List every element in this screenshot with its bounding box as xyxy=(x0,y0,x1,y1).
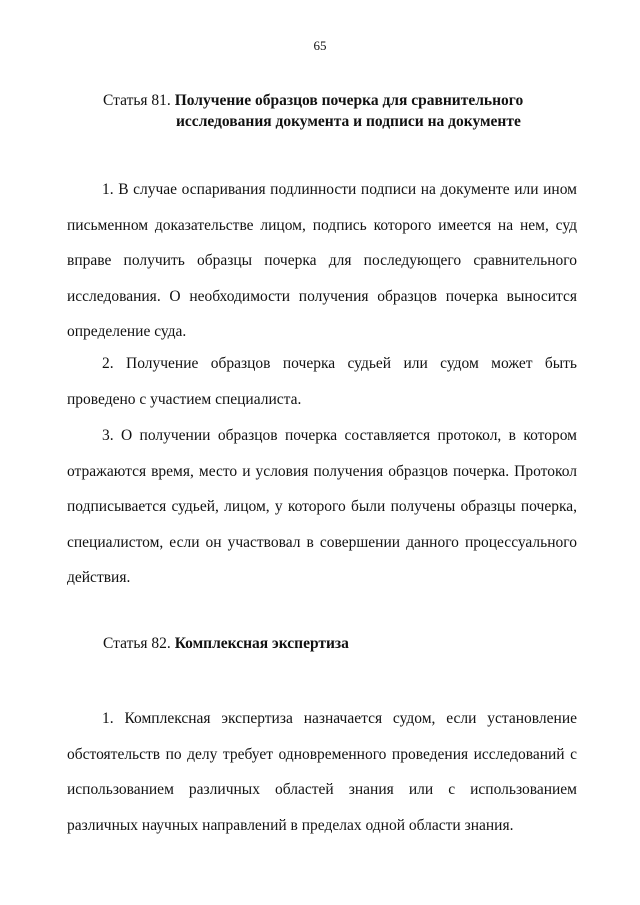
article-82-heading xyxy=(103,633,573,654)
article-82-paragraph-1: 1. Комплексная экспертиза назначается судом, если установление обстоятельств по делу требует одновременного проведения исследований с использованием различных областей знания или с использованием различных научных направлений в пределах одной области знания. xyxy=(67,710,577,834)
article-81-paragraph-1: 1. В случае оспаривания подлинности подписи на документе или ином письменном доказательстве лицом, подпись которого имеется на нем, суд вправе получить образцы почерка для последующего сравнительного исследования. О необходимости получения образцов почерка выносится определение суда. xyxy=(67,181,577,340)
article-81-heading xyxy=(103,90,573,132)
page-number: 65 xyxy=(313,38,327,53)
article-81-paragraph-2: 2. Получение образцов почерка судьей или судом может быть проведено с участием специалиста. xyxy=(67,355,577,408)
article-81-prefix: Статья 81. xyxy=(103,92,171,109)
article-82-title: Комплексная экспертиза xyxy=(174,635,349,652)
article-81-paragraph-3: 3. О получении образцов почерка составляется протокол, в котором отражаются время, место и условия получения образцов почерка. Протокол подписывается судьей, лицом, у которого были получены образцы почерка, специалистом, если он участвовал в совершении данного процессуального действия. xyxy=(67,427,577,586)
article-81-title-line1: Получение образцов почерка для сравнительного xyxy=(174,92,524,109)
article-82-prefix: Статья 82. xyxy=(103,635,171,652)
article-81-title-line2: исследования документа и подписи на документе xyxy=(176,113,521,130)
